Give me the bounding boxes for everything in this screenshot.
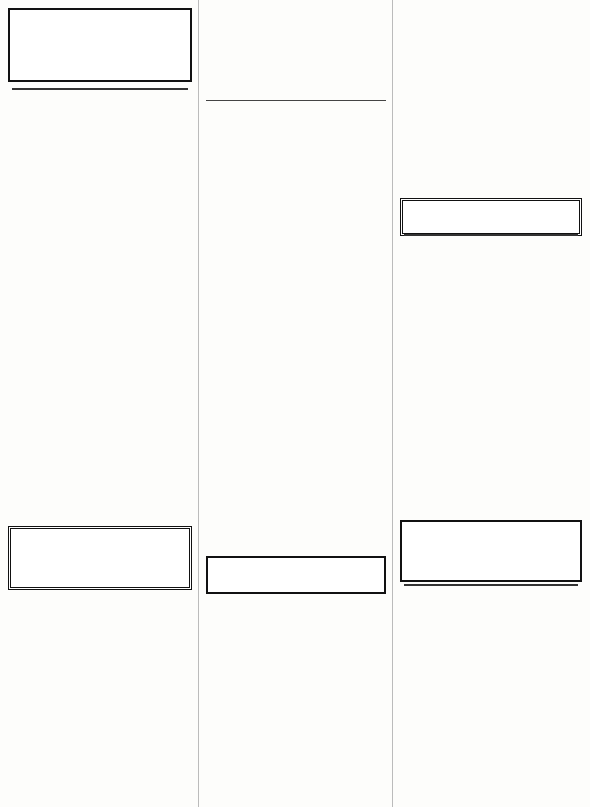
article-body <box>205 598 387 804</box>
divider <box>206 100 386 101</box>
article-body <box>399 602 583 804</box>
article-body <box>205 104 387 454</box>
headline <box>402 522 580 526</box>
headline <box>11 529 189 533</box>
headline-box <box>206 556 386 594</box>
headline-box <box>400 198 582 236</box>
byline <box>404 234 578 236</box>
article-body <box>399 4 583 190</box>
headline-box <box>8 8 192 82</box>
byline <box>12 88 188 90</box>
article-body <box>205 456 387 544</box>
byline <box>404 584 578 586</box>
column-middle <box>200 0 393 807</box>
article-body <box>205 4 387 96</box>
headline-box <box>8 526 192 590</box>
column-left <box>2 0 199 807</box>
headline <box>10 10 190 14</box>
article-body <box>7 592 193 804</box>
headline-box <box>400 520 582 582</box>
article-body <box>7 108 193 510</box>
article-body <box>399 252 583 514</box>
column-right <box>394 0 588 807</box>
headline <box>208 558 384 562</box>
headline <box>403 201 579 205</box>
